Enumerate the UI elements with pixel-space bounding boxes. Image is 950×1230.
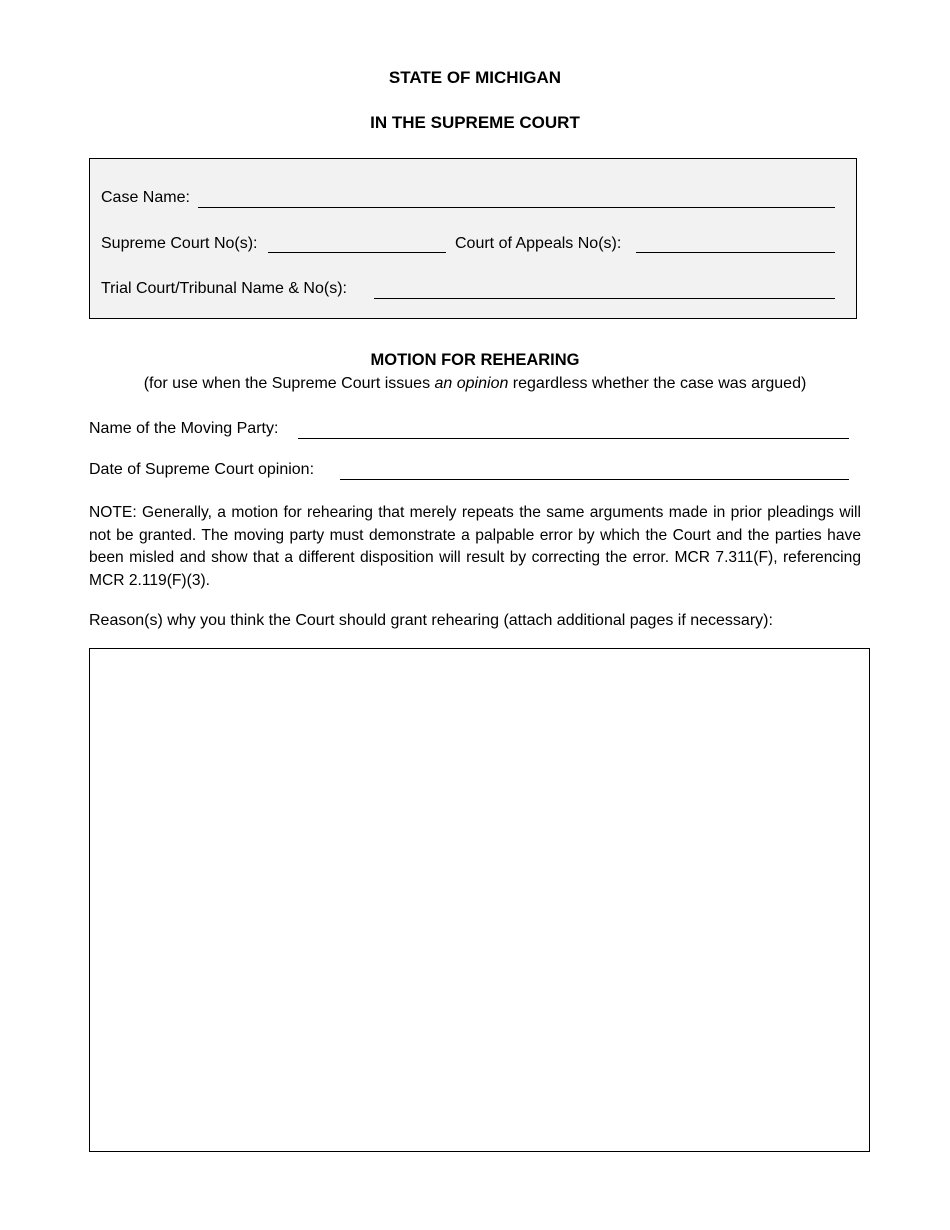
motion-title: MOTION FOR REHEARING (370, 351, 580, 369)
trial-court-label: Trial Court/Tribunal Name & No(s): (101, 280, 347, 297)
court-of-appeals-no-field[interactable] (636, 252, 835, 253)
state-heading: STATE OF MICHIGAN (388, 68, 562, 87)
case-name-label: Case Name: (101, 189, 190, 206)
reasons-label: Reason(s) why you think the Court should grant rehearing (attach additional pages if necessary): (89, 612, 773, 629)
moving-party-field[interactable] (298, 438, 849, 439)
opinion-date-label: Date of Supreme Court opinion: (89, 461, 315, 478)
case-name-field[interactable] (198, 207, 835, 208)
court-of-appeals-no-label: Court of Appeals No(s): (455, 235, 622, 252)
note-paragraph: NOTE: Generally, a motion for rehearing that merely repeats the same arguments made in prior pleadings will not be granted. The moving party must demonstrate a palpable error by which the Court and the parties have been misled and show that a different disposition will result by correcting the error. MCR 7.311(F), referencing MCR 2.119(F)(3). (89, 504, 861, 590)
motion-subtitle-post: regardless whether the case was argued) (508, 375, 807, 392)
motion-subtitle-pre: (for use when the Supreme Court issues (143, 375, 435, 392)
reasons-textarea[interactable] (89, 648, 870, 1152)
supreme-court-no-label: Supreme Court No(s): (101, 235, 258, 252)
opinion-date-field[interactable] (340, 479, 849, 480)
motion-subtitle (0, 375, 950, 393)
moving-party-label: Name of the Moving Party: (89, 420, 279, 437)
trial-court-field[interactable] (374, 298, 835, 299)
supreme-court-no-field[interactable] (268, 252, 446, 253)
court-heading: IN THE SUPREME COURT (370, 113, 580, 132)
motion-subtitle-emphasis: an opinion (434, 375, 509, 392)
